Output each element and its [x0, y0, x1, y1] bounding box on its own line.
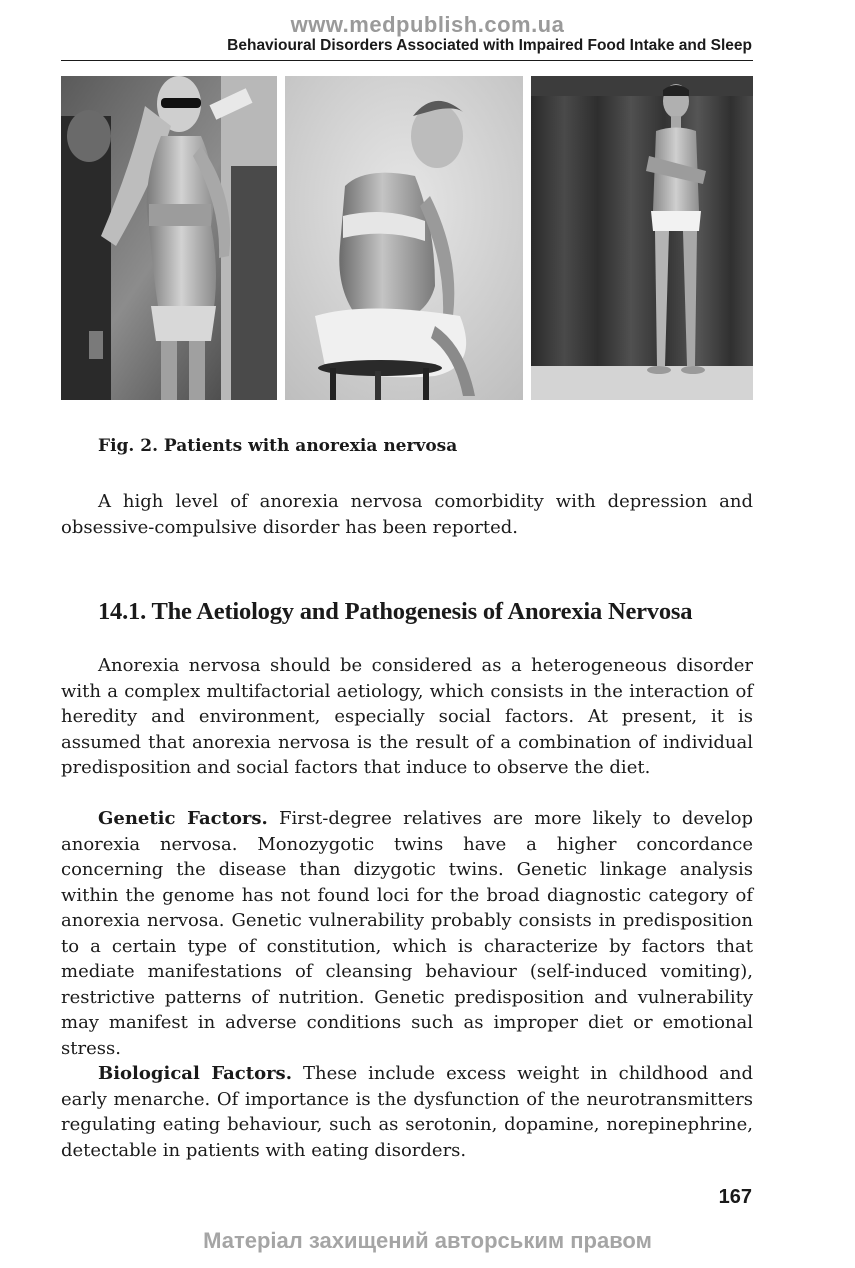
section-title: 14.1. The Aetiology and Pathogenesis of Anorexia Nervosa: [98, 598, 693, 625]
genetic-factors-paragraph: [61, 806, 753, 1061]
photo-2-image: [285, 76, 523, 400]
watermark-url: www.medpublish.com.ua: [290, 12, 565, 37]
photo-patient-standing-sunglasses: [61, 76, 277, 400]
biological-factors-body: These include excess weight in childhood and early menarche. Of importance is the dysfunction of the neurotransmitters regulating eating behaviour, such as serotonin, dopamine, norepinephrine, detectable in patients with eating disorders.: [61, 1063, 753, 1161]
biological-factors-heading: Biological Factors.: [98, 1063, 292, 1084]
biological-factors-paragraph: [61, 1061, 753, 1163]
running-head: Behavioural Disorders Associated with Impaired Food Intake and Sleep: [227, 37, 752, 54]
photo-1-image: [61, 76, 277, 400]
figure-caption: Fig. 2. Patients with anorexia nervosa: [98, 436, 458, 456]
aetiology-paragraph: Anorexia nervosa should be considered as a heterogeneous disorder with a complex multifactorial aetiology, which consists in the interaction of heredity and environment, especially social factors. At present, it is assumed that anorexia nervosa is the result of a combination of individual predisposition and social factors that induce to observe the diet.: [61, 655, 753, 778]
page-number: 167: [718, 1186, 752, 1208]
intro-paragraph: A high level of anorexia nervosa comorbidity with depression and obsessive-compulsive disorder has been reported.: [61, 491, 753, 538]
photo-3-image: [531, 76, 753, 400]
photo-patient-standing-curtain: [531, 76, 753, 400]
photo-patient-seated-stool: [285, 76, 523, 400]
genetic-factors-heading: Genetic Factors.: [98, 808, 268, 829]
genetic-factors-body: First-degree relatives are more likely to develop anorexia nervosa. Monozygotic twins have a higher concordance concerning the disease than dizygotic twins. Genetic linkage analysis within the genome has not found loci for the broad diagnostic category of anorexia nervosa. Genetic vulnerability probably consists in predisposition to a certain type of constitution, which is characterize by factors that mediate manifestations of cleansing behaviour (self-induced vomiting), restrictive patterns of nutrition. Genetic predisposition and vulnerability may manifest in adverse conditions such as improper diet or emotional stress.: [61, 808, 753, 1059]
header-rule: [61, 60, 753, 61]
watermark-copyright: Матеріал захищений авторським правом: [203, 1228, 652, 1253]
